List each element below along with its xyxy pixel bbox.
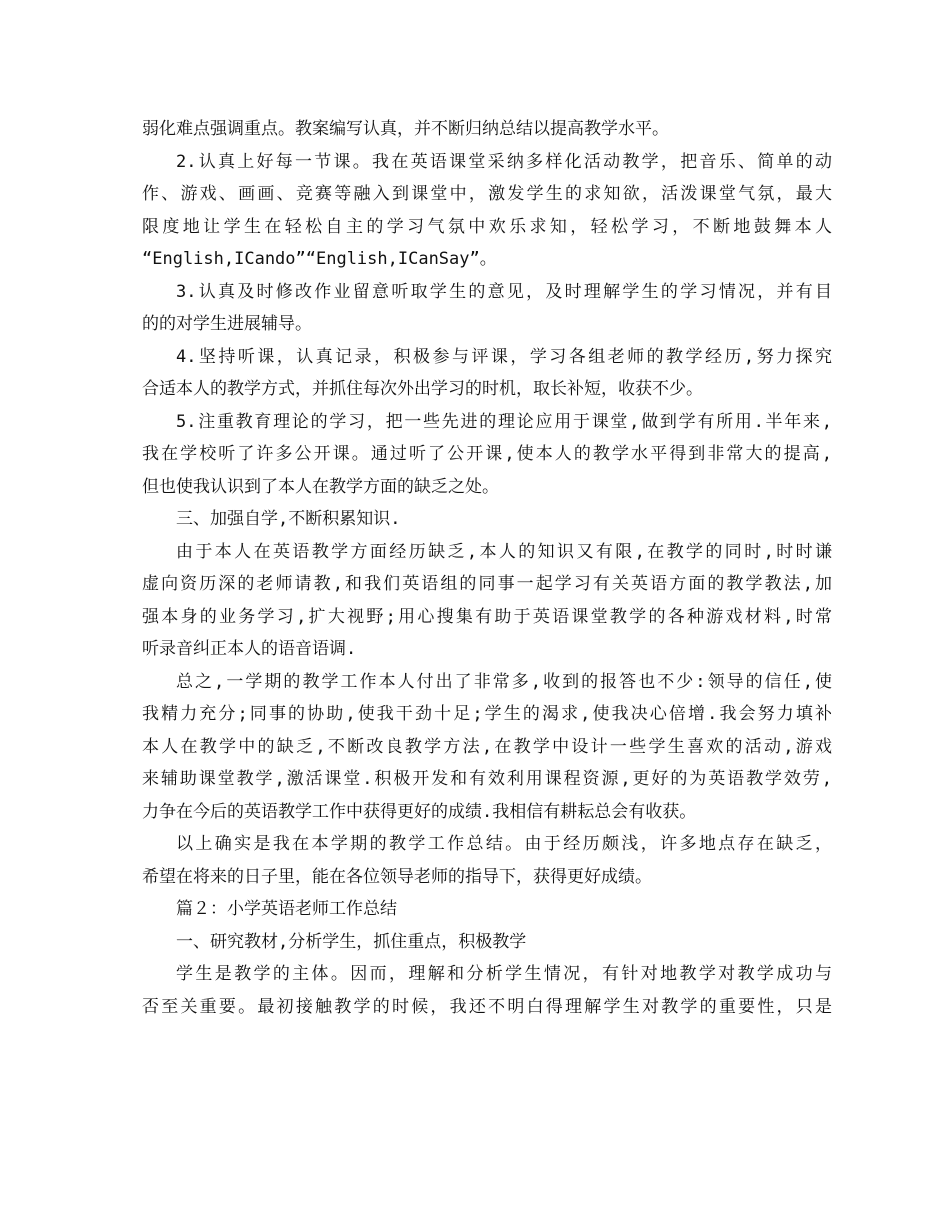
text-line: 总之,一学期的教学工作本人付出了非常多,收到的报答也不少:领导的信任,使 — [176, 671, 832, 692]
text-line: 我在学校听了许多公开课。通过听了公开课,使本人的教学水平得到非常大的提高, — [142, 444, 832, 464]
text-line: 合适本人的教学方式，并抓住每次外出学习的时机，取长补短，收获不少。 — [142, 379, 703, 399]
text-line: 4.坚持听课，认真记录，积极参与评课，学习各组老师的教学经历,努力探究 — [176, 346, 832, 367]
text-line: 的的对学生进展辅导。 — [142, 314, 312, 334]
text-line: 力争在今后的英语教学工作中获得更好的成绩.我相信有耕耘总会有收获。 — [142, 801, 697, 822]
text-line: 学生是教学的主体。因而，理解和分析学生情况，有针对地教学对教学成功与 — [176, 964, 832, 984]
text-line: 希望在将来的日子里，能在各位领导老师的指导下，获得更好成绩。 — [142, 866, 652, 887]
text-line: 作、游戏、画画、竞赛等融入到课堂中，激发学生的求知欲，活泼课堂气氛，最大 — [142, 184, 832, 204]
text-line: 听录音纠正本人的语音语调. — [142, 639, 357, 659]
text-line: 以上确实是我在本学期的教学工作总结。由于经历颇浅，许多地点存在缺乏， — [176, 834, 832, 854]
text-line: 2.认真上好每一节课。我在英语课堂采纳多样化活动教学，把音乐、简单的动 — [176, 151, 832, 172]
section-heading: 三、加强自学,不断积累知识. — [176, 509, 401, 529]
text-line: 3.认真及时修改作业留意听取学生的意见，及时理解学生的学习情况，并有目 — [176, 281, 832, 302]
text-line: 虚向资历深的老师请教,和我们英语组的同事一起学习有关英语方面的教学教法,加 — [142, 574, 832, 594]
body-text — [142, 113, 832, 1023]
section-heading: 一、研究教材,分析学生，抓住重点，积极教学 — [176, 931, 527, 952]
text-line: 但也使我认识到了本人在教学方面的缺乏之处。 — [142, 476, 499, 497]
text-line: 本人在教学中的缺乏,不断改良教学方法,在教学中设计一些学生喜欢的活动,游戏 — [142, 736, 832, 757]
text-line: 由于本人在英语教学方面经历缺乏,本人的知识又有限,在教学的同时,时时谦 — [176, 541, 832, 562]
text-line: 否至关重要。最初接触教学的时候，我还不明白得理解学生对教学的重要性，只是 — [142, 996, 832, 1017]
text-line: 限度地让学生在轻松自主的学习气氛中欢乐求知，轻松学习，不断地鼓舞本人 — [142, 216, 832, 237]
text-line: 弱化难点强调重点。教案编写认真，并不断归纳总结以提高教学水平。 — [142, 119, 669, 139]
text-line: 我精力充分;同事的协助,使我干劲十足;学生的渴求,使我决心倍增.我会努力填补 — [142, 704, 832, 724]
text-line: 来辅助课堂教学,激活课堂.积极开发和有效利用课程资源,更好的为英语教学效劳, — [142, 769, 832, 789]
text-line: 5.注重教育理论的学习，把一些先进的理论应用于课堂,做到学有所用.半年来, — [176, 411, 832, 432]
article-heading: 篇２：小学英语老师工作总结 — [176, 899, 397, 919]
text-line: “English,ICando”“English,ICanSay”。 — [142, 249, 497, 269]
text-line: 强本身的业务学习,扩大视野;用心搜集有助于英语课堂教学的各种游戏材料,时常 — [142, 606, 832, 627]
